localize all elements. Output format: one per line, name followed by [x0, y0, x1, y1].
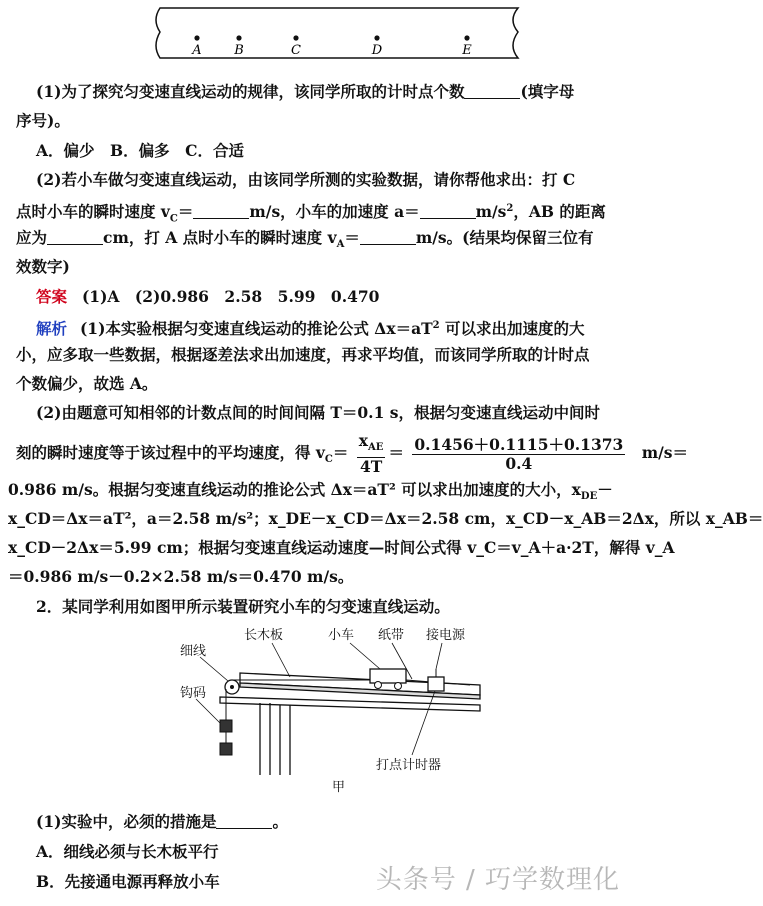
label-gouma: 钩码 [180, 686, 207, 701]
analysis-p2-line2: 刻的瞬时速度等于该过程中的平均速度，得 $v_C=$ $\frac{x_{AE}}{4T}$ ＝ $\frac{0.1456+0.1115+0.1373}{0.4}$ m/s＝ [16, 431, 689, 477]
apparatus-figure [180, 625, 500, 795]
answer-label: 答案 [36, 287, 68, 306]
analysis-p2-line6: ＝0.986 m/s－0.2×2.58 m/s＝0.470 m/s。 [8, 567, 354, 586]
label-zhidai: 纸带 [378, 628, 405, 643]
label-jiedianyuan: 接电源 [426, 628, 466, 643]
q2-line4: 效数字) [16, 257, 70, 276]
q2-blank-va [360, 230, 416, 245]
analysis-p2-line5: x_CD－2Δx＝5.99 cm；根据匀变速直线运动速度—时间公式得 v_C＝v_A＋a·2T，解得 v_A [8, 538, 675, 557]
paper-tape-figure [150, 6, 530, 62]
label-changmuban: 长木板 [244, 628, 284, 643]
fraction-xae-4t: $\frac{x_{AE}}{4T}$ [358, 431, 384, 477]
q3-sub1: (1)实验中，必须的措施是 。 [36, 812, 288, 831]
q3-option-b: B．先接通电源再释放小车 [36, 872, 220, 891]
analysis-p1-line1: 解析 (1)本实验根据匀变速直线运动的推论公式 $\Delta x=aT^2$ 可以求出加速度的大 [36, 319, 585, 339]
label-xixian: 细线 [180, 644, 207, 659]
q3-sub1-blank [216, 814, 272, 829]
answer-line [36, 287, 640, 307]
tape-point-c: C [291, 43, 301, 58]
analysis-p2-line3: 0.986 m/s。根据匀变速直线运动的推论公式 Δx＝aT² 可以求出加速度的大小，$x_{DE}-$ [8, 480, 613, 503]
watermark: 头条号 / 巧学数理化 [375, 865, 620, 895]
q2-line2: 点时小车的瞬时速度 $v_C= m/s$，小车的加速度 $a= m/s^2$，AB 的距离 [16, 202, 606, 225]
q1-options: A．偏少 B．偏多 C．合适 [36, 141, 244, 160]
analysis-p2-line1: (2)由题意可知相邻的计数点间的时间间隔 T＝0.1 s，根据匀变速直线运动中间时 [36, 403, 600, 422]
q3-intro: 2．某同学利用如图甲所示装置研究小车的匀变速直线运动。 [36, 597, 450, 616]
q2-line1: (2)若小车做匀变速直线运动，由该同学所测的实验数据，请你帮他求出：打 C [36, 170, 576, 189]
fraction-numeric: $\frac{0.1456+0.1115+0.1373}{0.4}$ [414, 434, 624, 473]
analysis-label: 解析 [36, 319, 68, 339]
tape-point-a: A [192, 43, 202, 58]
q2-line3: 应为 cm，打 A 点时小车的瞬时速度 $v_A= m/s$。(结果均保留三位有 [16, 228, 594, 251]
analysis-p1-line3: 个数偏少，故选 A。 [16, 374, 158, 393]
tape-point-b: B [234, 43, 244, 58]
tape-point-e: E [462, 43, 472, 58]
figure-caption: 甲 [332, 780, 346, 795]
q3-option-a: A．细线必须与长木板平行 [36, 842, 219, 861]
analysis-p1-line2: 小，应多取一些数据，根据逐差法求出加速度，再求平均值，而该同学所取的计时点 [16, 345, 590, 364]
q2-blank-vc [193, 204, 249, 219]
q1-blank [464, 84, 520, 99]
q2-blank-a [420, 204, 476, 219]
q1-line2: 序号)。 [16, 111, 70, 130]
analysis-p2-line4: x_CD＝Δx＝aT²，a＝2.58 m/s²；x_DE－x_CD＝Δx＝2.58 cm，x_CD－x_AB＝2Δx，所以 x_AB＝ [8, 509, 763, 528]
q1-line1: (1)为了探究匀变速直线运动的规律，该同学所取的计时点个数 (填字母 [36, 82, 575, 101]
label-dadianjishiqi: 打点计时器 [376, 758, 442, 773]
q2-blank-ab [47, 230, 103, 245]
answer-text: (1)A (2)0.986 2.58 5.99 0.470 [81, 287, 380, 306]
tape-point-d: D [371, 43, 383, 58]
label-xiaoche: 小车 [328, 628, 355, 643]
